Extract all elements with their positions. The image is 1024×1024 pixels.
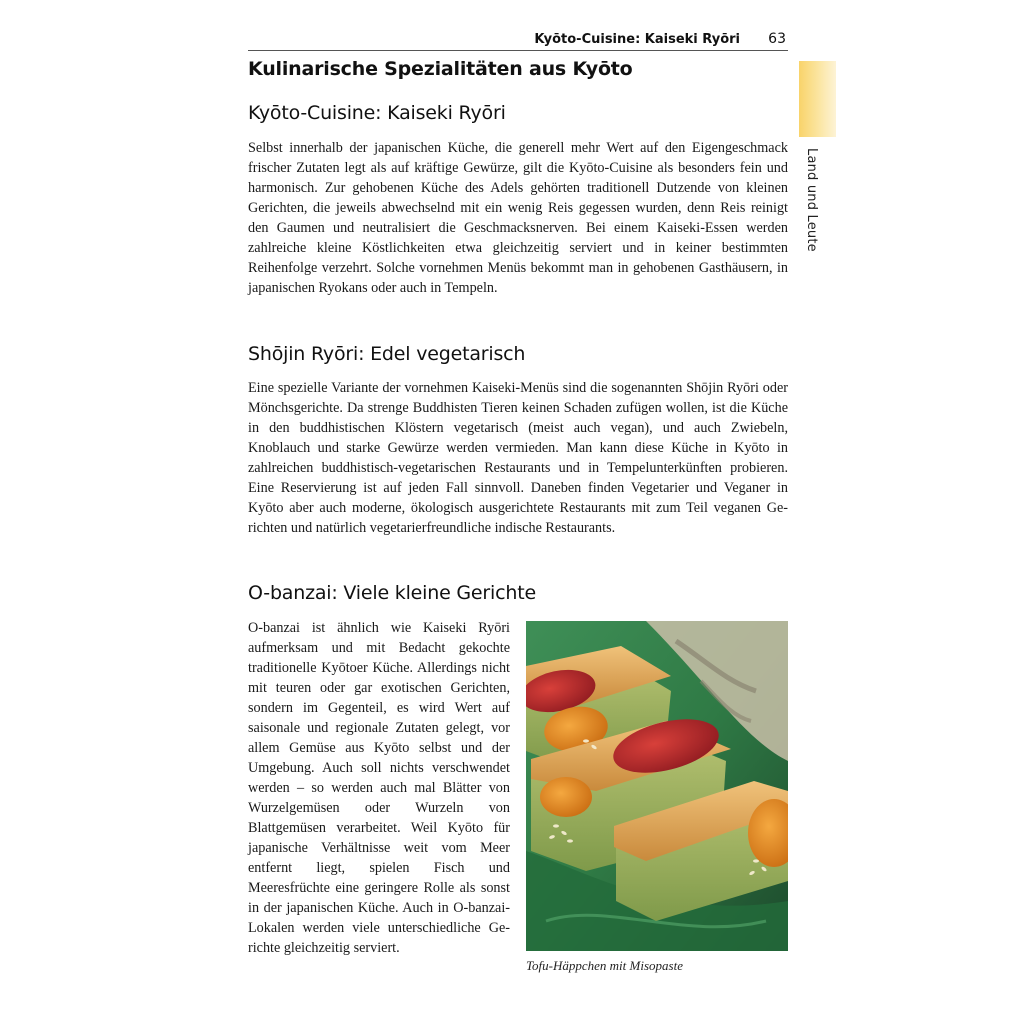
tofu-photo-illustration — [526, 621, 788, 951]
page-number: 63 — [768, 31, 786, 47]
photo-caption: Tofu-Häppchen mit Misopaste — [526, 958, 683, 973]
section-text-kaiseki: Selbst innerhalb der japanischen Küche, die generell mehr Wert auf den Eigengeschmack frischer Zutaten legt als auf kräftige Gewürze, gilt die Kyōto-Cuisine als besonders fein und harmonisch. Zur gehobenen Küche des Adels gehörten traditionell Dutzende von kleinen Gerichten, die jeweils abwechselnd mit ein wenig Reis gegessen wurden, denn Reis reinigt den Gaumen und neutralisiert die Geschmacksnerven. Bei einem Kaiseki-Essen werden zahlreiche kleine Köstlichkeiten etwa gleichzeitig serviert und in keiner bestimmten Reihenfolge verzehrt. Solche vornehmen Menüs bekommt man in gehobenen Gasthäusern, in japanischen Ryokans oder auch in Tempeln. — [248, 140, 788, 296]
section-text-shojin: Eine spezielle Variante der vornehmen Kaiseki-Menüs sind die sogenannten Shōjin Ryōri oder Mönchsgerichte. Da strenge Buddhisten Tieren keinen Schaden zufügen wollen, ist die Küche in den buddhistischen Klöstern vegetarisch (meist auch vegan), und auch Zwiebeln, Knoblauch und starke Gewürze werden vermieden. Man kann diese Küche in Kyōto in zahlreichen buddhistisch-vegetarischen Restaurants und in Tempelunterkünften probieren. Eine Reservierung ist auf jeden Fall sinnvoll. Daneben finden Vegetarier und Veganer in Kyōto aber auch moderne, ökologisch ausgerichtete Restaurants mit zum Teil veganen Gerichten und natürlich vegetarierfreundliche indische Restaurants. — [248, 380, 788, 536]
section-heading-obanzai: O-banzai: Viele kleine Gerichte — [248, 582, 536, 604]
tofu-photo — [526, 621, 788, 951]
section-text-obanzai: O-banzai ist ähnlich wie Kaiseki Ryōri aufmerksam und mit Bedacht gekochte traditionelle Kyōtoer Küche. Allerdings nicht mit teuren oder gar exotischen Gerichten, sondern im Gegenteil, es wird Wert auf saisonale und regionale Zutaten gelegt, vor allem Gemüse aus Kyōto selbst und der Umgebung. Auch soll nichts verschwendet werden – so werden auch mal Blätter von Wurzelgemüsen oder Wurzeln von Blattgemüsen verarbeitet. Weil Kyōto für japanische Verhältnisse weit vom Meer entfernt liegt, spielen Fisch und Meeresfrüchte eine geringere Rolle als sonst in der japanischen Küche. Auch in O-banzai-Lokalen werden viele unterschiedliche Gerichte gleichzeitig serviert. — [248, 620, 510, 956]
section-heading-shojin: Shōjin Ryōri: Edel vegetarisch — [248, 343, 526, 365]
running-head — [248, 30, 788, 51]
page-title: Kulinarische Spezialitäten aus Kyōto — [248, 58, 633, 80]
chapter-tab-marker — [799, 61, 836, 137]
running-head-title: Kyōto-Cuisine: Kaiseki Ryōri — [534, 32, 740, 47]
chapter-tab-label: Land und Leute — [804, 148, 819, 252]
section-heading-kaiseki: Kyōto-Cuisine: Kaiseki Ryōri — [248, 102, 506, 124]
